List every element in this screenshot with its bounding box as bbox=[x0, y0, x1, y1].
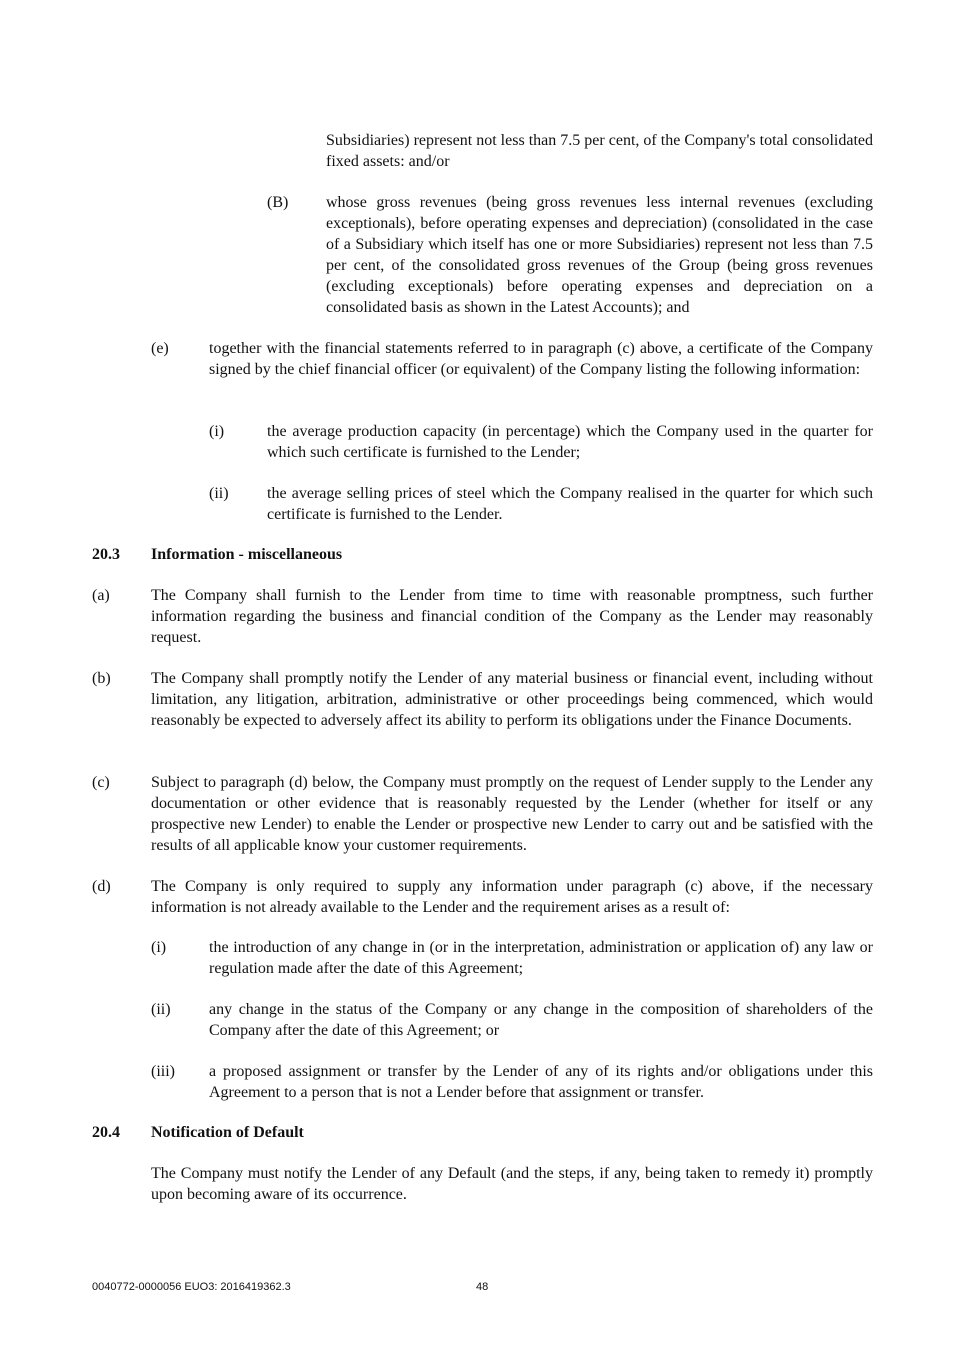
section-20-3-title: Information - miscellaneous bbox=[151, 546, 343, 563]
item-B-text: whose gross revenues (being gross revenues less internal revenues (excluding exceptionals), before operating expenses and depreciation) (consolidated in the case of a Subsidiary which itself has one or more Subsidiaries) represent not less than 7.5 per cent, of the consolidated gross revenues of the Group (being gross revenues (excluding exceptionals) before operating expenses and depreciation on a consolidated basis as shown in the Latest Accounts); and bbox=[326, 194, 873, 316]
section-20-3-number: 20.3 bbox=[92, 546, 120, 563]
para-b-label: (b) bbox=[92, 670, 111, 687]
clause-e-item-ii-label: (ii) bbox=[209, 485, 229, 502]
section-20-4-text: The Company must notify the Lender of any Default (and the steps, if any, being taken to remedy it) promptly upon becoming aware of its occurrence. bbox=[151, 1165, 873, 1203]
para-c-text: Subject to paragraph (d) below, the Company must promptly on the request of Lender supply to the Lender any documentation or other evidence that is reasonably requested by the Lender (whether for itself or any prospective new Lender) to enable the Lender or prospective new Lender to carry out and be satisfied with the results of all applicable know your customer requirements. bbox=[151, 774, 873, 854]
clause-e-text: together with the financial statements referred to in paragraph (c) above, a certificate of the Company signed by the chief financial officer (or equivalent) of the Company listing the following information: bbox=[209, 340, 873, 378]
para-d-item-i-text: the introduction of any change in (or in the interpretation, administration or application of) any law or regulation made after the date of this Agreement; bbox=[209, 939, 873, 977]
footer-page-number: 48 bbox=[476, 1281, 489, 1293]
section-20-4-title: Notification of Default bbox=[151, 1124, 304, 1141]
item-B-label: (B) bbox=[267, 194, 289, 211]
para-d-item-ii-text: any change in the status of the Company or any change in the composition of shareholders of the Company after the date of this Agreement; or bbox=[209, 1001, 873, 1039]
para-d-item-iii-text: a proposed assignment or transfer by the Lender of any of its rights and/or obligations under this Agreement to a person that is not a Lender before that assignment or transfer. bbox=[209, 1063, 873, 1101]
para-c-label: (c) bbox=[92, 774, 110, 791]
clause-e-item-ii-text: the average selling prices of steel which the Company realised in the quarter for which such certificate is furnished to the Lender. bbox=[267, 485, 873, 523]
para-d-text: The Company is only required to supply any information under paragraph (c) above, if the necessary information is not already available to the Lender and the requirement arises as a result of: bbox=[151, 878, 873, 916]
para-b-text: The Company shall promptly notify the Lender of any material business or financial event, including without limitation, any litigation, arbitration, administrative or other proceedings being commenced, which would reasonably be expected to adversely affect its ability to perform its obligations under the Finance Documents. bbox=[151, 670, 873, 729]
para-d-item-iii-label: (iii) bbox=[151, 1063, 175, 1080]
para-d-item-ii-label: (ii) bbox=[151, 1001, 171, 1018]
section-20-4-number: 20.4 bbox=[92, 1124, 120, 1141]
clause-e-item-i-label: (i) bbox=[209, 423, 225, 440]
clause-e-item-i-text: the average production capacity (in percentage) which the Company used in the quarter for which such certificate is furnished to the Lender; bbox=[267, 423, 873, 461]
clause-e-label: (e) bbox=[151, 340, 169, 357]
footer-doc-ref: 0040772-0000056 EUO3: 2016419362.3 bbox=[92, 1281, 291, 1293]
para-d-item-i-label: (i) bbox=[151, 939, 167, 956]
para-a-text: The Company shall furnish to the Lender from time to time with reasonable promptness, such further information regarding the business and financial condition of the Company as the Lender may reasonably request. bbox=[151, 587, 873, 646]
para-a-label: (a) bbox=[92, 587, 110, 604]
para-d-label: (d) bbox=[92, 878, 111, 895]
continuation-paragraph: Subsidiaries) represent not less than 7.5 per cent, of the Company's total consolidated fixed assets: and/or bbox=[326, 132, 873, 170]
